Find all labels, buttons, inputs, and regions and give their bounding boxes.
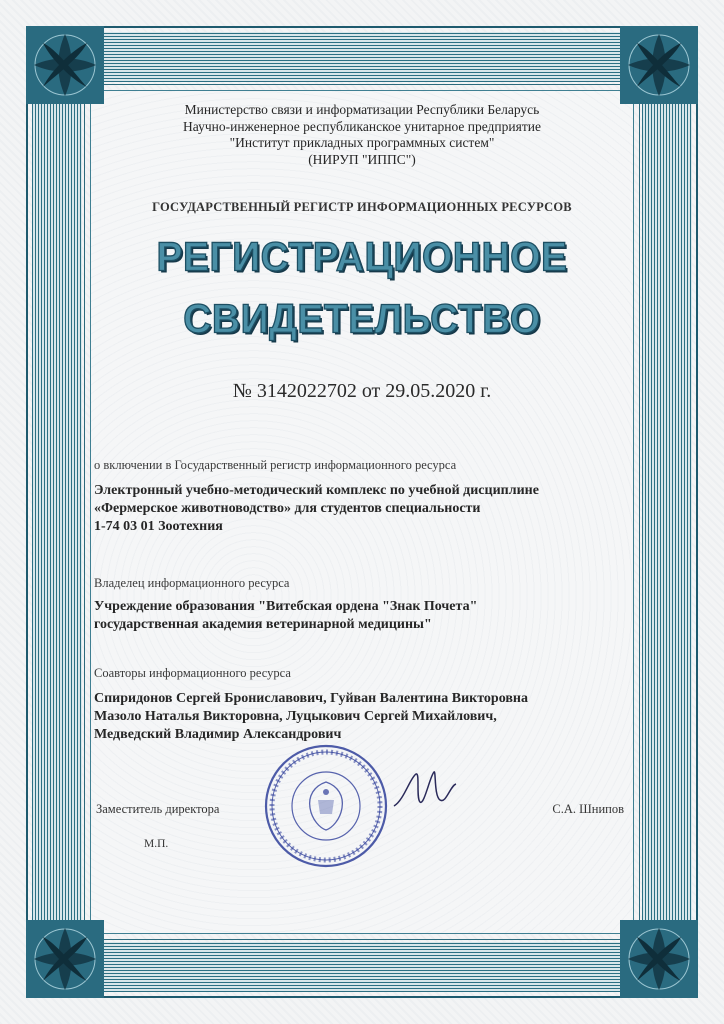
resource-name	[94, 482, 634, 536]
resource-line: Электронный учебно-методический комплекс по учебной дисциплине	[94, 483, 539, 498]
coauthors-label: Соавторы информационного ресурса	[94, 666, 291, 680]
owner-line: Учреждение образования "Витебская ордена "Знак Почета"	[94, 599, 478, 614]
issuer-enterprise: Научно-инженерное республиканское унитарное предприятие	[183, 118, 541, 134]
official-stamp-icon	[262, 742, 390, 870]
inclusion-label: о включении в Государственный регистр информационного ресурса	[94, 458, 457, 472]
signatory-name: С.А. Шнипов	[552, 802, 624, 816]
certificate-content	[90, 90, 634, 934]
owner-line: государственная академия ветеринарной медицины"	[94, 617, 432, 632]
issuer-abbreviation: (НИРУП "ИППС")	[308, 151, 416, 167]
issuer-header	[90, 102, 634, 168]
resource-line: 1-74 03 01 Зоотехния	[94, 519, 223, 534]
coauthors-line: Медведский Владимир Александрович	[94, 727, 342, 742]
coauthors-line: Мазоло Наталья Викторовна, Луцыкович Сергей Михайлович,	[94, 709, 497, 724]
coauthors-list	[94, 690, 634, 744]
signatory-position: Заместитель директора	[96, 802, 220, 816]
certificate-title-line2: СВИДЕТЕЛЬСТВО	[183, 296, 541, 343]
resource-line: «Фермерское животноводство» для студентов специальности	[94, 501, 481, 516]
coauthors-line: Спиридонов Сергей Брониславович, Гуйван Валентина Викторовна	[94, 691, 528, 706]
registration-number: № 3142022702 от 29.05.2020 г.	[232, 380, 492, 402]
owner-name	[94, 598, 634, 634]
issuer-ministry: Министерство связи и информатизации Республики Беларусь	[184, 102, 540, 117]
certificate-title-line1: РЕГИСТРАЦИОННОЕ	[156, 234, 568, 281]
signature-icon	[390, 766, 460, 816]
seal-place-label: М.П.	[144, 838, 169, 850]
issuer-institute: "Институт прикладных программных систем"	[229, 135, 495, 150]
registry-name: ГОСУДАРСТВЕННЫЙ РЕГИСТР ИНФОРМАЦИОННЫХ РЕСУРСОВ	[152, 200, 572, 214]
owner-label: Владелец информационного ресурса	[94, 576, 290, 590]
